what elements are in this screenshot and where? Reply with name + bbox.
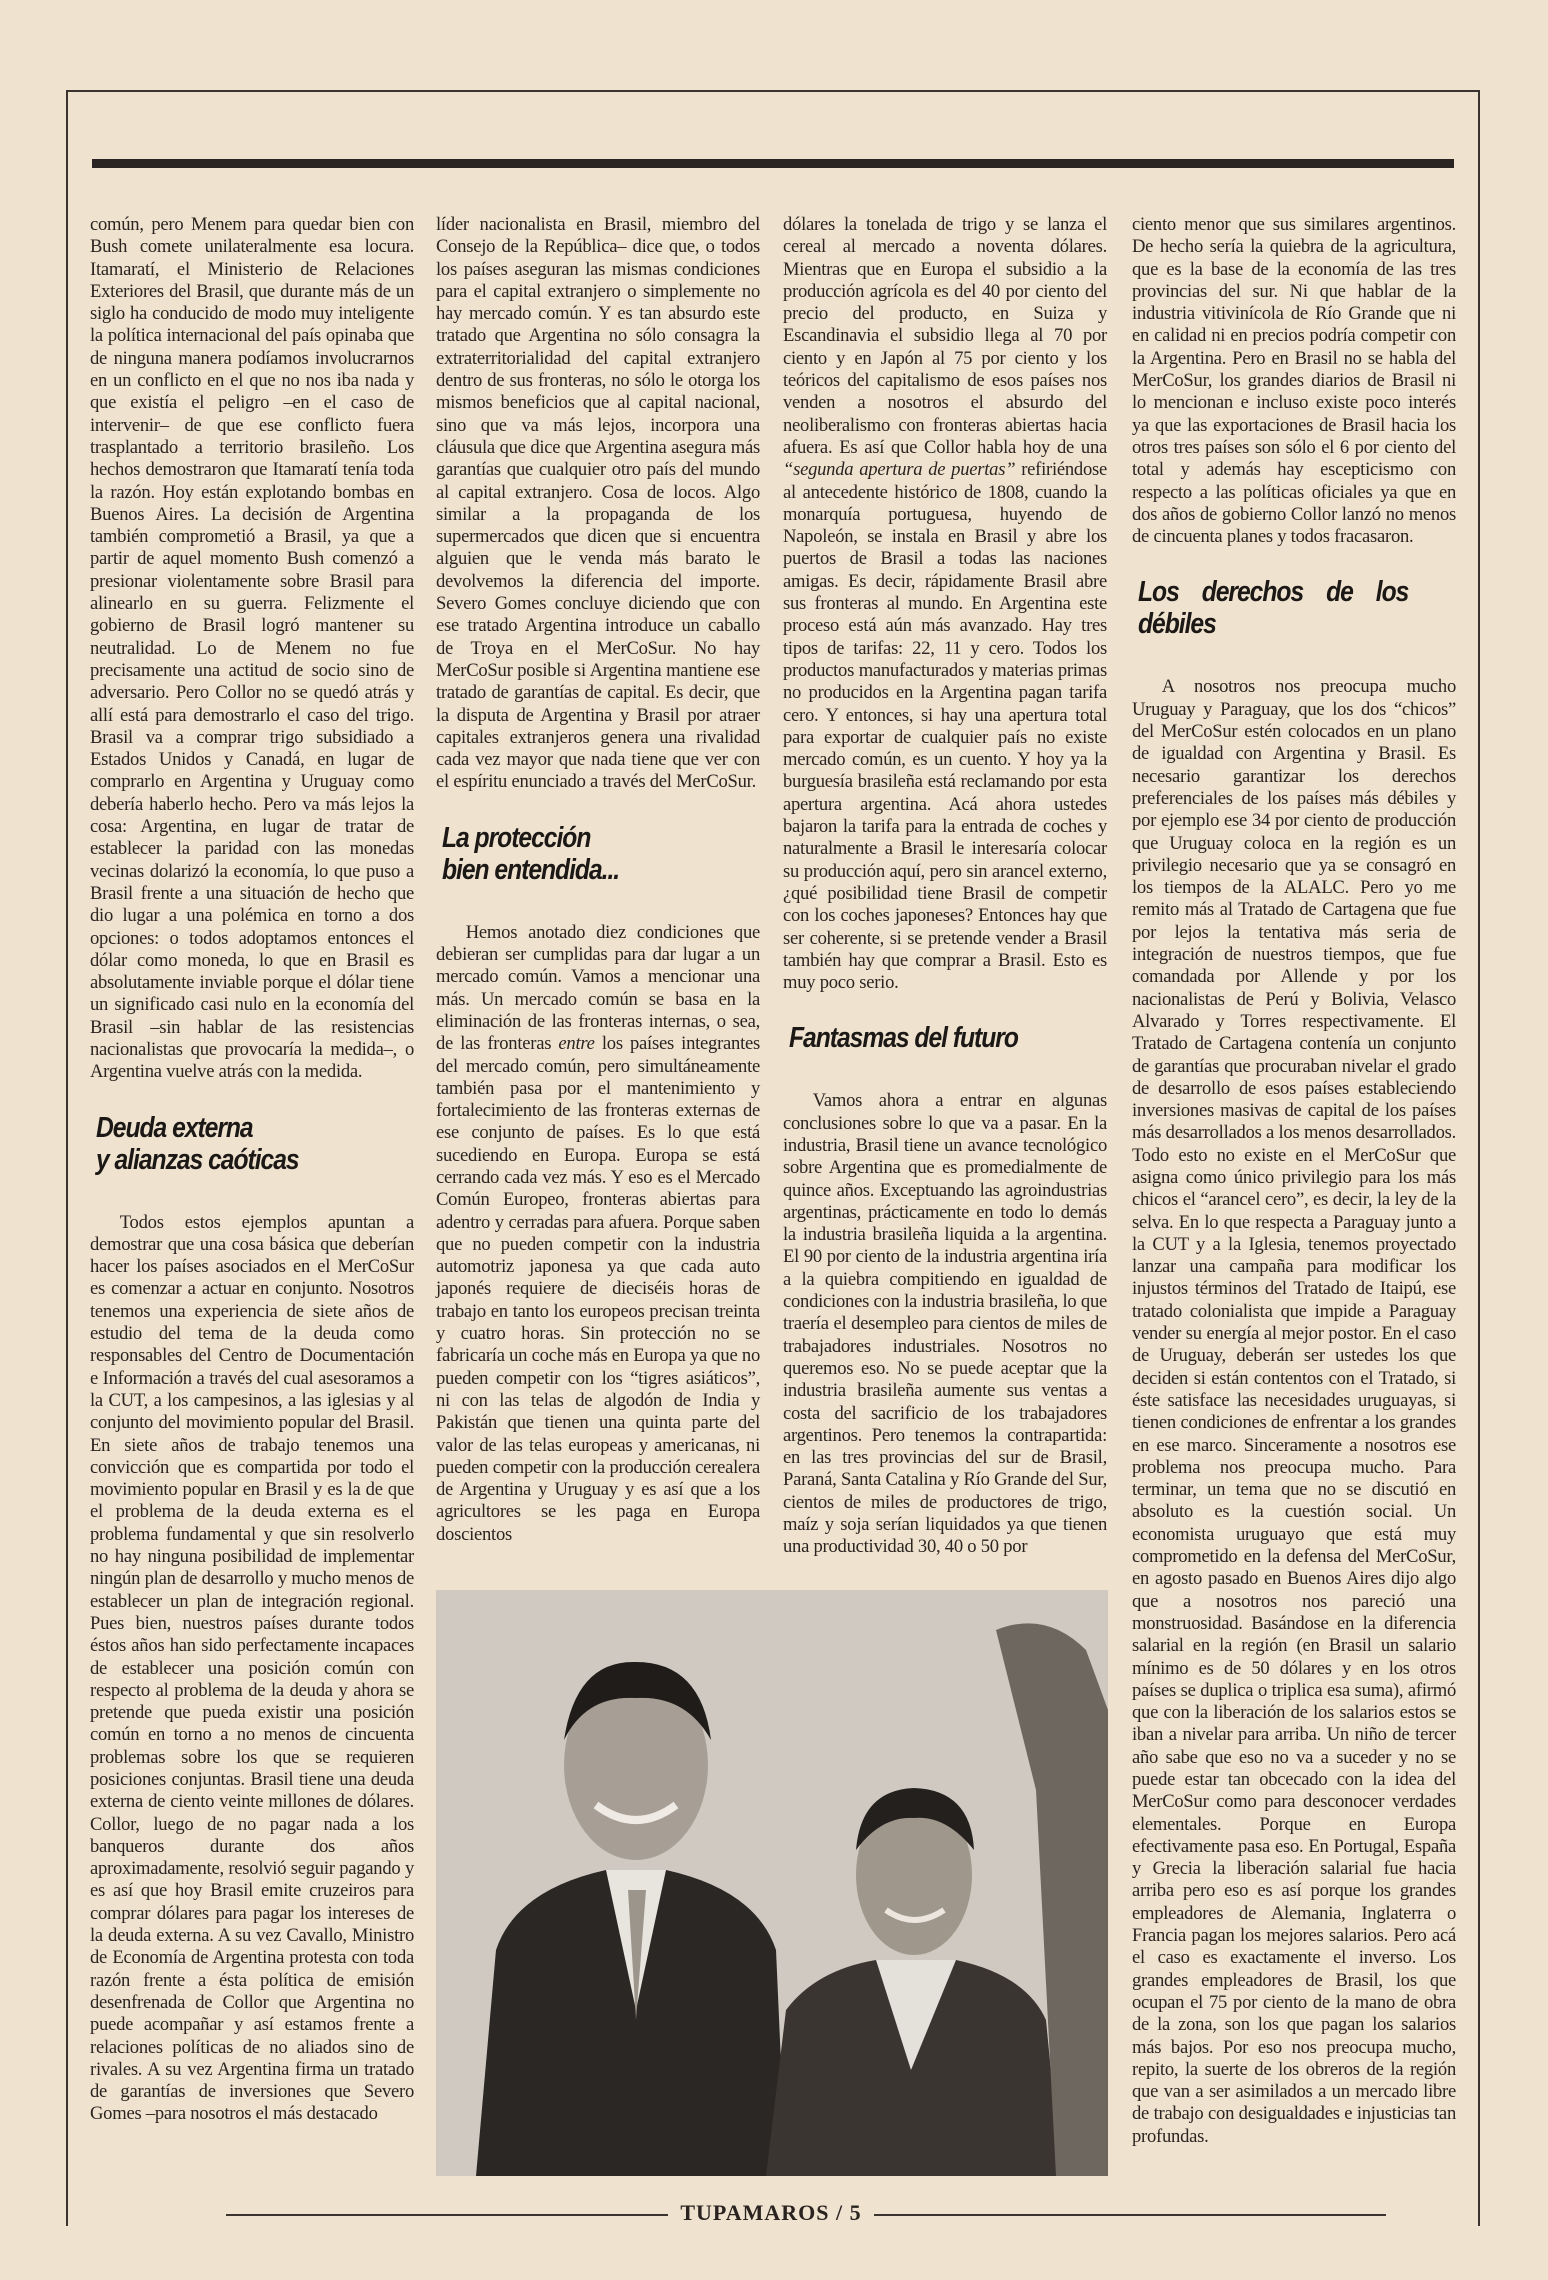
news-photo bbox=[436, 1590, 1108, 2176]
paragraph bbox=[783, 214, 1107, 994]
paragraph: ciento menor que sus similares argentinos. De hecho sería la quiebra de la agricultura, que es la base de la economía de las tres provincias del sur. Ni que hablar de la industria vitivinícola de Río Grande que ni en calidad ni en precios podría competir con la Argentina. Pero en Brasil no se habla del MerCoSur, los grandes diarios de Brasil ni lo mencionan e incluso existe poco interés ya que las exportaciones de Brasil hacia los otros tres países son sólo el 6 por ciento del total y además hay escepticismo con respecto a las políticas oficiales ya que en dos años de gobierno Collor lanzó no menos de cincuenta planes y todos fracasaron. bbox=[1132, 214, 1456, 548]
footer-rule-right bbox=[806, 2214, 1386, 2216]
section-heading-proteccion bbox=[442, 822, 712, 886]
paragraph: Vamos ahora a entrar en algunas conclusiones sobre lo que va a pasar. En la industria, Brasil tiene un avance tecnológico sobre Argentina que es promedialmente de quince años. Exceptuando las agroindustrias argentinas, prácticamente en todo lo demás la industria brasileña liquida a la argentina. El 90 por ciento de la industria argentina iría a la quiebra compitiendo en igualdad de condiciones con la industria brasileña, lo que traería el desempleo para cientos de miles de trabajadores industriales. Nosotros no queremos eso. No se puede aceptar que la industria brasileña aumente sus ventas a costa del sacrificio de los trabajadores argentinos. Pero tenemos la contrapartida: en las tres provincias del sur de Brasil, Paraná, Santa Catalina y Río Grande del Sur, cientos de miles de productores de trigo, maíz y soja serían liquidados ya que tienen una productividad 30, 40 o 50 por bbox=[783, 1090, 1107, 1558]
heading-line: La protección bbox=[442, 821, 591, 854]
paragraph bbox=[436, 922, 760, 1546]
text: refiriéndose al antecedente histórico de 1808, cuando la monarquía portuguesa, huyendo de Napoleón, se instala en Brasil y abre los puertos de Brasil a todas las naciones amigas. Es decir, rápidamente Brasil abre sus fronteras al mundo. En Argentina este proceso está aún más avanzado. Hay tres tipos de tarifas: 22, 11 y cero. Todos los productos manufacturados y materias primas no producidos en la Argentina pagan tarifa cero. Y entonces, si hay una apertura total para exportar de cualquier país no existe mercado común, es un cuento. Y hoy ya la burguesía brasileña está reclamando por esta apertura argentina. Acá ahora ustedes bajaron la tarifa para la entrada de coches y naturalmente a Brasil le interesaría colocar su producción aquí, pero sin arancel externo, ¿qué posibilidad tiene Brasil de competir con los coches japoneses? Entonces hay que ser coherente, si se pretende vender a Brasil también hay que comprar a Brasil. Esto es muy poco serio. bbox=[783, 459, 1107, 994]
column-3 bbox=[783, 214, 1107, 1559]
text: dólares la tonelada de trigo y se lanza el cereal al mercado a noventa dólares. Mientras que en Europa el subsidio a la producción agrícola es del 40 por ciento del precio del producto, en Suiza y Escandinavia el subsidio llega al 70 por ciento y en Japón al 75 por ciento y los teóricos del capitalismo de esos países nos venden a nosotros el absurdo del neoliberalismo con fronteras abiertas hacia afuera. Es así que Collor habla hoy de una bbox=[783, 214, 1107, 458]
section-heading-derechos: Los derechos de los débiles bbox=[1138, 576, 1409, 641]
heading-line: y alianzas caóticas bbox=[96, 1143, 299, 1176]
italic-text: entre bbox=[558, 1033, 595, 1055]
heading-line: bien entendida... bbox=[442, 853, 620, 886]
paragraph: Todos estos ejemplos apuntan a demostrar que una cosa básica que deberían hacer los países asociados en el MerCoSur es comenzar a actuar en conjunto. Nosotros tenemos una experiencia de siete años de estudio del tema de la deuda como responsables del Centro de Documentación e Información a través del cual asesoramos a la CUT, a los campesinos, a las iglesias y al conjunto del movimiento popular del Brasil. En siete años de trabajo tenemos una convicción que es compartida por todo el movimiento popular en Brasil y es la de que el problema de la deuda externa es el problema fundamental y que sin resolverlo no hay ninguna posibilidad de implementar ningún plan de desarrollo y mucho menos de establecer un plan de integración regional. Pues bien, nuestros países durante todos éstos años han sido perfectamente incapaces de establecer una posición común con respecto al problema de la deuda y ahora se pretende que pueda existir una posición común en torno a no menos de cincuenta problemas sobre los que se requieren posiciones conjuntas. Brasil tiene una deuda externa de ciento veinte millones de dólares. Collor, luego de no pagar nada a los banqueros durante dos años aproximadamente, resolvió seguir pagando y es así que hoy Brasil emite cruzeiros para comprar dólares para pagar los intereses de la deuda externa. A su vez Cavallo, Ministro de Economía de Argentina protesta con toda razón frente a ésta política de emisión desenfrenada de Collor que Argentina no puede acompañar y así estamos frente a relaciones políticas de no aliados sino de rivales. A su vez Argentina firma un tratado de garantías de inversiones que Severo Gomes –para nosotros el más destacado bbox=[90, 1211, 414, 2125]
column-2 bbox=[436, 214, 760, 1546]
paragraph: líder nacionalista en Brasil, miembro del Consejo de la República– dice que, o todos los países aseguran las mismas condiciones para el capital extranjero o simplemente no hay mercado común. Y es tan absurdo este tratado que Argentina no sólo consagra la extraterritorialidad del capital extranjero dentro de sus fronteras, no sólo le otorga los mismos beneficios que al capital nacional, sino que va más lejos, incorpora una cláusula que dice que Argentina asegura más garantías que cualquier otro país del mundo al capital extranjero. Cosa de locos. Algo similar a la propaganda de los supermercados que dicen que si encuentra alguien que le venda más barato le devolvemos la diferencia del importe. Severo Gomes concluye diciendo que con ese tratado Argentina introduce un caballo de Troya en el MerCoSur. No hay MerCoSur posible si Argentina mantiene ese tratado de garantías de capital. Es decir, que la disputa de Argentina y Brasil por atraer capitales extranjeros genera una rivalidad cada vez mayor que nada tiene que ver con el espíritu enunciado a través del MerCoSur. bbox=[436, 214, 760, 793]
paragraph: A nosotros nos preocupa mucho Uruguay y Paraguay, que los dos “chicos” del MerCoSur estén colocados en un plano de igualdad con Argentina y Brasil. Es necesario garantizar los derechos preferenciales de los países más débiles y por ejemplo ese 34 por ciento de producción que Uruguay coloca en la región es un privilegio necesario que ya se consagró en los tiempos de la ALALC. Pero yo me remito más al Tratado de Cartagena que fue por lejos la tentativa más seria de integración de nuestros tiempos, que fue comandada por Allende y por los nacionalistas de Perú y Bolivia, Velasco Alvarado y Torres respectivamente. El Tratado de Cartagena contenía un conjunto de garantías que procuraban nivelar el grado de desarrollo de esos países estableciendo inversiones masivas de capital de los países más desarrollados a los menos desarrollados. Todo esto no existe en el MerCoSur que asigna como único privilegio para los más chicos el “arancel cero”, es decir, la ley de la selva. En lo que respecta a Paraguay junto a la CUT y a la Iglesia, tenemos proyectado lanzar una campaña para modificar los injustos términos del Tratado de Itaipú, ese tratado colonialista que impide a Paraguay vender su energía al mejor postor. En el caso de Uruguay, deberán ser ustedes los que deciden si están contentos con el Tratado, si éste satisface las necesidades uruguayas, si tienen condiciones de enfrentar a los grandes en ese marco. Sinceramente a nosotros ese problema nos preocupa mucho. Para terminar, un tema que no se discutió en absoluto es la cuestión social. Un economista uruguayo que está muy comprometido en la defensa del MerCoSur, en agosto pasado en Buenos Aires dijo algo que a nosotros nos pareció una monstruosidad. Basándose en la diferencia salarial en la región (en Brasil un salario mínimo es de 50 dólares y en los otros países se duplica o triplica esa suma), afirmó que con la liberación de los salarios estos se iban a nivelar para arriba. Un niño de tercer año sabe que eso no va a suceder y no se puede estar tan obcecado con la idea del MerCoSur como para desconocer verdades elementales. Porque en Europa efectivamente pasa eso. En Portugal, España y Grecia la liberación salarial fue hacia arriba pero eso es así porque los grandes empleadores de Alemania, Inglaterra o Francia pagan los mejores salarios. Pero acá el caso es exactamente el inverso. Los grandes empleadores de Brasil, los que ocupan el 75 por ciento de la mano de obra de la zona, son los que pagan los salarios más bajos. Por eso nos preocupa mucho, repito, la suerte de los obreros de la región que van a ser asimilados a un mercado libre de trabajo con desigualdades e injusticias tan profundas. bbox=[1132, 676, 1456, 2147]
text: Hemos anotado diez condiciones que debieran ser cumplidas para dar lugar a un mercado común. Vamos a mencionar una más. Un mercado común se basa en la eliminación de las fronteras internas, o sea, de las fronteras bbox=[436, 921, 760, 1055]
footer-publication-page: TUPAMAROS / 5 bbox=[668, 2200, 873, 2225]
photo-two-men-illustration bbox=[436, 1590, 1108, 2176]
column-1 bbox=[90, 214, 414, 2126]
text: los países integrantes del mercado común, pero simultáneamente también pasa por el mantenimiento y fortalecimiento de las fronteras externas de ese conjunto de países. Es lo que está sucediendo en Europa. Europa se está cerrando cada vez más. Y eso es el Mercado Común Europeo, fronteras abiertas para adentro y cerradas para afuera. Porque saben que no pueden competir con la industria automotriz japonesa ya que cada auto japonés requiere de dieciséis horas de trabajo en tanto los europeos precisan treinta y cuatro horas. Sin protección no se fabricaría un coche más en Europa ya que no pueden competir con los “tigres asiáticos”, ni con las telas de algodón de India y Pakistán que tienen una quinta parte del valor de las telas europeas y americanas, ni pueden competir con la producción cerealera de Argentina y Uruguay y es así que a los agricultores se les paga en Europa doscientos bbox=[436, 1033, 760, 1545]
italic-text: “segunda apertura de puertas” bbox=[783, 459, 1016, 481]
heading-line: Deuda externa bbox=[96, 1111, 253, 1144]
section-heading-fantasmas: Fantasmas del futuro bbox=[789, 1022, 1018, 1055]
section-heading-deuda-externa bbox=[96, 1112, 366, 1176]
column-4 bbox=[1132, 214, 1456, 2148]
paragraph: común, pero Menem para quedar bien con Bush comete unilateralmente esa locura. Itamaratí, el Ministerio de Relaciones Exteriores del Brasil, que durante más de un siglo ha conducido de modo muy inteligente la política internacional del país opinaba que de ninguna manera podíamos involucrarnos en un conflicto en el que no nos iba nada y que existía el peligro –en el caso de intervenir– de que ese conflicto fuera trasplantado a territorio brasileño. Los hechos demostraron que Itamaratí tenía toda la razón. Hoy están explotando bombas en Buenos Aires. La decisión de Argentina también comprometió a Brasil, ya que a partir de aquel momento Bush comenzó a presionar violentamente sobre Brasil para alinearlo en su guerra. Felizmente el gobierno de Brasil logró mantener su neutralidad. Lo de Menem no fue precisamente una actitud de socio sino de adversario. Pero Collor no se quedó atrás y allí está para demostrarlo el caso del trigo. Brasil va a comprar trigo subsidiado a Estados Unidos y Canadá, en lugar de comprarlo en Argentina y Uruguay como debería haberlo hecho. Pero va más lejos la cosa: Argentina, en lugar de tratar de establecer la paridad con las monedas vecinas dolarizó la economía, lo que puso a Brasil frente a una situación de hecho que dio lugar a una polémica en torno a dos opciones: o todos adoptamos entonces el dólar como moneda, lo que en Brasil es absolutamente inviable porque el dólar tiene un significado casi nulo en la economía del Brasil –sin hablar de las resistencias nacionalistas que provocaría la medida–, o Argentina vuelve atrás con la medida. bbox=[90, 214, 414, 1083]
header-rule bbox=[92, 159, 1454, 168]
page-footer bbox=[66, 2200, 1476, 2226]
